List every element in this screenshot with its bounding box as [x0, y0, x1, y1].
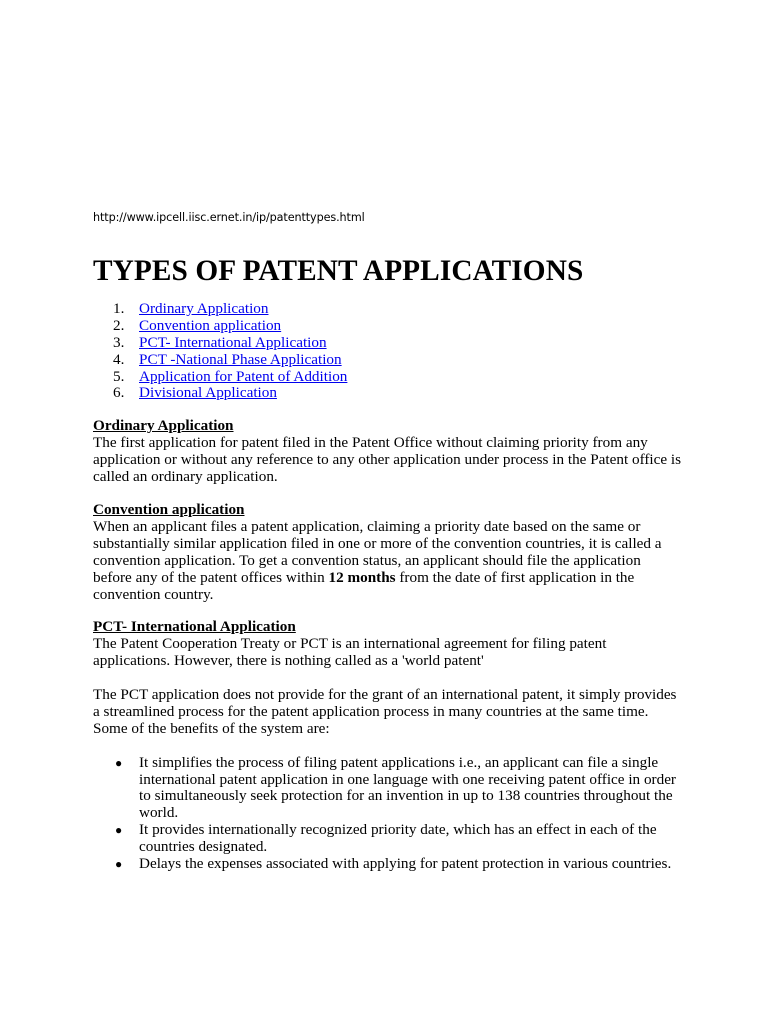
- body-text: When an applicant files a patent application, claiming a priority date based on the same or substantially similar application filed in one or more of the convention countries, it is called a convention application. To get a convention status, an applicant should file the application before any of the patent offices within: [93, 517, 662, 586]
- toc-link-divisional[interactable]: Divisional Application: [139, 384, 277, 402]
- section-heading: Ordinary Application: [93, 417, 234, 435]
- section-body: The first application for patent filed in the Patent Office without claiming priority from any application or without any reference to any other application under process in the Patent office is called an ordinary application.: [93, 434, 682, 486]
- toc-number: 5.: [113, 367, 125, 385]
- bullet-icon: ●: [115, 857, 123, 872]
- toc-item-pct-international: [93, 335, 683, 352]
- toc-link-ordinary[interactable]: Ordinary Application: [139, 300, 269, 317]
- table-of-contents: [93, 301, 683, 402]
- section-body: [93, 519, 683, 604]
- section-convention-application: [93, 502, 683, 603]
- toc-link-pct-national[interactable]: PCT -National Phase Application: [139, 350, 342, 368]
- list-item: [93, 755, 683, 823]
- toc-item-convention: [93, 318, 683, 335]
- section-ordinary-application: [93, 418, 683, 486]
- toc-item-pct-national: [93, 352, 683, 369]
- toc-link-patent-of-addition[interactable]: Application for Patent of Addition: [139, 367, 348, 385]
- toc-number: 3.: [113, 333, 125, 351]
- section-pct-international: [93, 619, 683, 873]
- benefits-list: [93, 755, 683, 873]
- section-heading: PCT- International Application: [93, 618, 296, 636]
- list-item: [93, 856, 683, 873]
- section-body: The Patent Cooperation Treaty or PCT is an international agreement for filing patent applications. However, there is nothing called as a 'world patent': [93, 635, 607, 670]
- list-item: [93, 822, 683, 856]
- toc-number: 6.: [113, 384, 125, 402]
- list-item-text: It provides internationally recognized priority date, which has an effect in each of the countries designated.: [139, 821, 657, 856]
- page-title: TYPES OF PATENT APPLICATIONS: [93, 255, 584, 287]
- list-item-text: Delays the expenses associated with applying for patent protection in various countries.: [139, 855, 672, 873]
- toc-number: 2.: [113, 316, 125, 334]
- toc-link-convention[interactable]: Convention application: [139, 316, 282, 334]
- toc-number: 4.: [113, 350, 125, 368]
- source-url: http://www.ipcell.iisc.ernet.in/ip/patenttypes.html: [93, 211, 365, 224]
- emphasis-text: 12 months: [328, 568, 396, 586]
- toc-item-ordinary: [93, 301, 683, 318]
- body-text: from the date of first application in the convention country.: [93, 568, 635, 603]
- document-page: [93, 208, 683, 873]
- bullet-icon: ●: [115, 755, 123, 770]
- toc-number: 1.: [113, 300, 125, 317]
- bullet-icon: ●: [115, 823, 123, 838]
- toc-item-patent-of-addition: [93, 369, 683, 386]
- list-item-text: It simplifies the process of filing patent applications i.e., an applicant can file a single international patent application in one language with one receiving patent office in order to simultaneously seek protection for an invention in up to 138 countries throughout the world.: [139, 753, 676, 822]
- toc-link-pct-international[interactable]: PCT- International Application: [139, 333, 327, 351]
- section-body: The PCT application does not provide for the grant of an international patent, it simply provides a streamlined process for the patent application process in many countries at the same time. Some of the benefits of the system are:: [93, 686, 677, 737]
- toc-item-divisional: [93, 385, 683, 402]
- section-heading: Convention application: [93, 500, 245, 518]
